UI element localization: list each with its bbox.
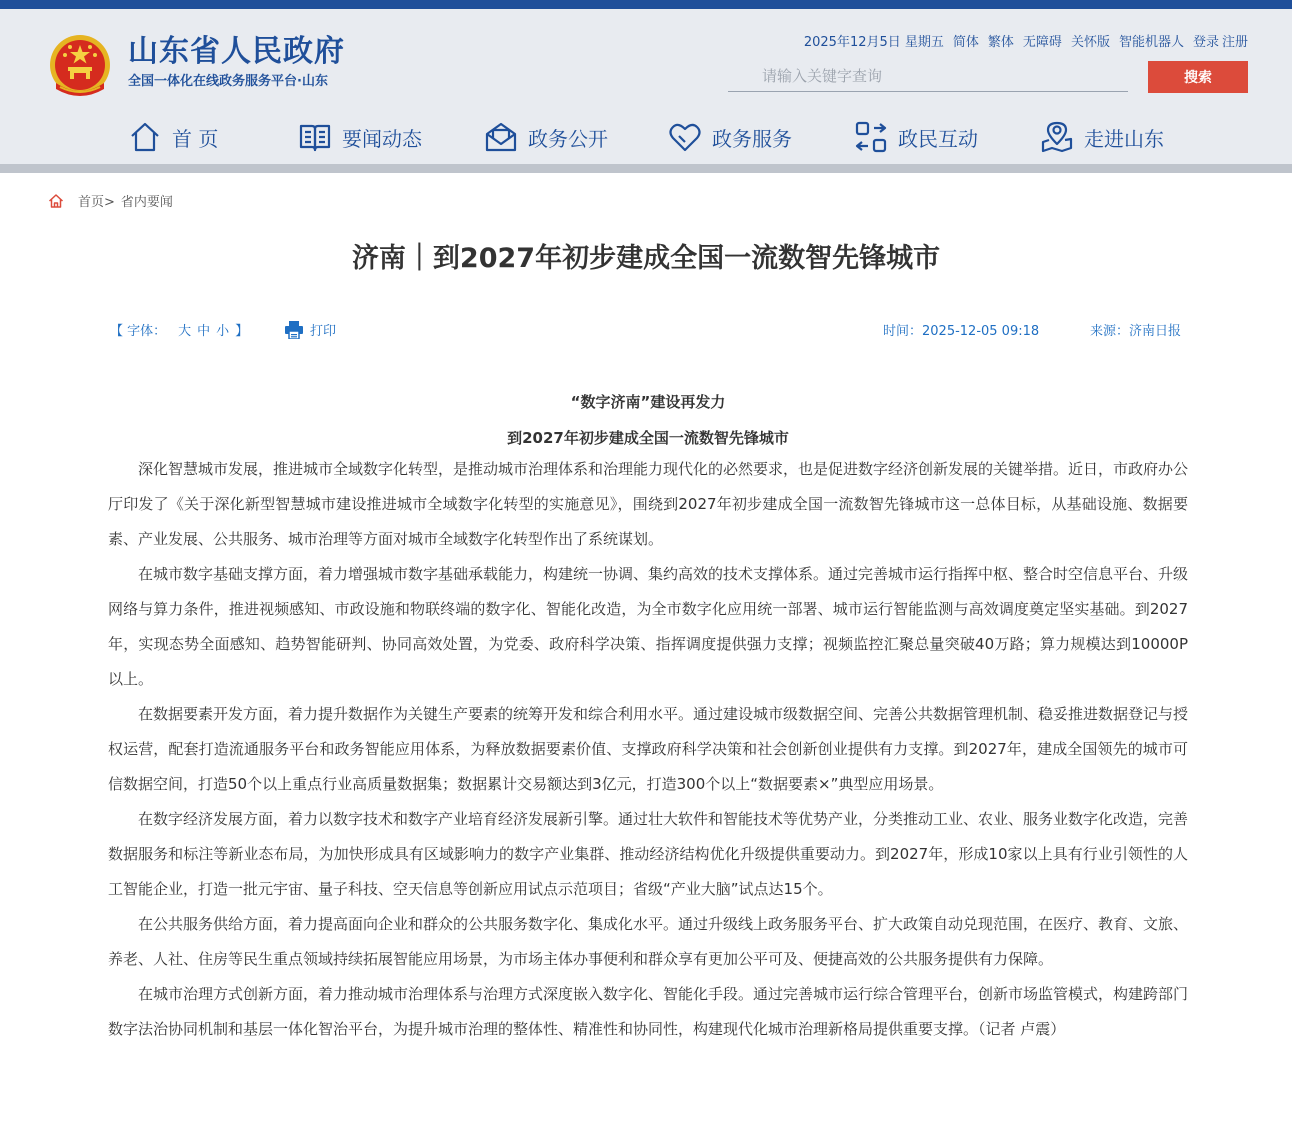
nav-government-affairs-label: 政务公开: [528, 126, 608, 151]
nav-services[interactable]: [668, 112, 792, 162]
book-icon: [298, 120, 332, 154]
robot-link[interactable]: 智能机器人: [1118, 35, 1184, 50]
print-label: 打印: [310, 324, 337, 339]
interaction-icon: [854, 120, 888, 154]
font-small-button[interactable]: 小: [216, 324, 230, 339]
nav-government-affairs[interactable]: [484, 112, 608, 162]
article-paragraph: 在数据要素开发方面，着力提升数据作为关键生产要素的统筹开发和综合利用水平。通过建设城市级数据空间、完善公共数据管理机制、稳妥推进数据登记与授权运营，配套打造流通服务平台和政务智能应用体系，为释放数据要素价值、支撑政府科学决策和社会创新创业提供有力支撑。到2027年，建成全国领先的城市可信数据空间，打造50个以上重点行业高质量数据集；数据累计交易额达到3亿元，打造300个以上“数据要素×”典型应用场景。: [108, 705, 1189, 793]
main-nav: [0, 112, 1292, 162]
font-large-button[interactable]: 大: [178, 324, 192, 339]
nav-interaction-label: 政民互动: [898, 126, 978, 151]
register-link[interactable]: 注册: [1221, 35, 1248, 50]
site-title[interactable]: 山东省人民政府: [128, 34, 345, 69]
article-title: 济南｜到2027年初步建成全国一流数智先锋城市: [351, 243, 941, 274]
font-size-control: [110, 320, 248, 339]
nav-interaction[interactable]: [854, 112, 978, 162]
accessibility-link[interactable]: 无障碍: [1022, 35, 1062, 50]
breadcrumb-section[interactable]: 省内要闻: [120, 195, 173, 210]
search-input[interactable]: [728, 61, 1144, 91]
printer-icon: [284, 321, 304, 339]
home-icon: [48, 193, 64, 209]
print-button[interactable]: [284, 320, 336, 339]
article-subheading-1: “数字济南”建设再发力: [570, 393, 726, 411]
mail-icon: [484, 120, 518, 154]
nav-services-label: 政务服务: [712, 126, 792, 151]
current-date: 2025年12月5日 星期五: [803, 35, 944, 50]
nav-about-shandong[interactable]: [1040, 112, 1164, 162]
font-medium-button[interactable]: 中: [197, 324, 211, 339]
font-size-label: 【 字体：: [110, 324, 167, 339]
site-subtitle: 全国一体化在线政务服务平台·山东: [128, 74, 328, 89]
simplified-chinese-link[interactable]: 简体: [952, 35, 979, 50]
utility-bar: [804, 31, 1248, 50]
login-link[interactable]: 登录: [1192, 35, 1219, 50]
search-button[interactable]: 搜索: [1148, 61, 1248, 93]
breadcrumb-home[interactable]: 首页>: [78, 195, 115, 210]
article-paragraph: 在公共服务供给方面，着力提高面向企业和群众的公共服务数字化、集成化水平。通过升级线上政务服务平台、扩大政策自动兑现范围，在医疗、教育、文旅、养老、人社、住房等民生重点领域持续拓展智能应用场景，为市场主体办事便利和群众享有更加公平可及、便捷高效的公共服务提供有力保障。: [108, 915, 1189, 968]
search-box: [728, 61, 1128, 92]
article-paragraph: 在城市数字基础支撑方面，着力增强城市数字基础承载能力，构建统一协调、集约高效的技术支撑体系。通过完善城市运行指挥中枢、整合时空信息平台、升级网络与算力条件，推进视频感知、市政设施和物联终端的数字化、智能化改造，为全市数字化应用统一部署、城市运行智能监测与高效调度奠定坚实基础。到2027年，实现态势全面感知、趋势智能研判、协同高效处置，为党委、政府科学决策、指挥调度提供强力支撑；视频监控汇聚总量突破40万路；算力规模达到10000P以上。: [108, 565, 1189, 688]
nav-about-shandong-label: 走进山东: [1084, 126, 1164, 151]
article-body: [108, 390, 1188, 1047]
heart-icon: [668, 120, 702, 154]
article-paragraph: 深化智慧城市发展，推进城市全域数字化转型，是推动城市治理体系和治理能力现代化的必然要求，也是促进数字经济创新发展的关键举措。近日，市政府办公厅印发了《关于深化新型智慧城市建设推进城市全域数字化转型的实施意见》，围绕到2027年初步建成全国一流数智先锋城市这一总体目标，从基础设施、数据要素、产业发展、公共服务、城市治理等方面对城市全域数字化转型作出了系统谋划。: [108, 460, 1189, 548]
traditional-chinese-link[interactable]: 繁体: [987, 35, 1014, 50]
nav-news-label: 要闻动态: [342, 126, 422, 151]
nav-home-label: 首 页: [172, 126, 219, 151]
article-paragraph: 在数字经济发展方面，着力以数字技术和数字产业培育经济发展新引擎。通过壮大软件和智能技术等优势产业，分类推动工业、农业、服务业数字化改造，完善数据服务和标注等新业态布局，为加快形成具有区域影响力的数字产业集群、推动经济结构优化升级提供重要动力。到2027年，形成10家以上具有行业引领性的人工智能企业，打造一批元宇宙、量子科技、空天信息等创新应用试点示范项目；省级“产业大脑”试点达15个。: [108, 810, 1189, 898]
publish-time: 时间：2025-12-05 09:18: [883, 324, 1040, 339]
map-pin-icon: [1040, 120, 1074, 154]
article-subheading-2: 到2027年初步建成全国一流数智先锋城市: [507, 429, 789, 447]
nav-home[interactable]: [128, 112, 218, 162]
senior-mode-link[interactable]: 关怀版: [1070, 35, 1110, 50]
header-divider: [0, 164, 1292, 173]
breadcrumb: [48, 191, 173, 210]
nav-news[interactable]: [298, 112, 422, 162]
home-icon: [128, 120, 162, 154]
font-size-close: 】: [235, 324, 249, 339]
article-source: 来源：济南日报: [1090, 324, 1182, 339]
national-emblem-icon: [48, 33, 112, 99]
article-paragraph: 在城市治理方式创新方面，着力推动城市治理体系与治理方式深度嵌入数字化、智能化手段。通过完善城市运行综合管理平台，创新市场监管模式，构建跨部门数字法治协同机制和基层一体化智治平台，为提升城市治理的整体性、精准性和协同性，构建现代化城市治理新格局提供重要支撑。（记者 卢震）: [108, 985, 1189, 1038]
top-stripe: [0, 0, 1292, 9]
